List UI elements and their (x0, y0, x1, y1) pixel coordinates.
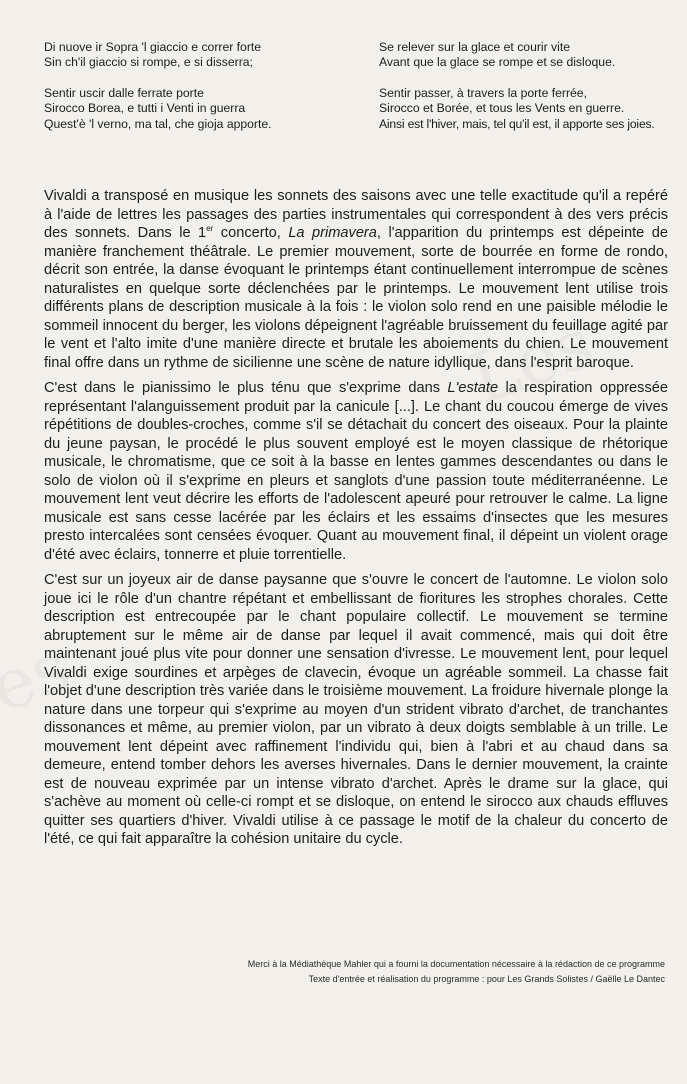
program-notes (44, 187, 668, 856)
sonnet-french (379, 40, 679, 147)
paragraph-summer (44, 379, 668, 564)
verse-line: Sin ch'il giaccio si rompe, e si disserra; (44, 55, 253, 70)
verse-line: Di nuove ir Sopra 'l giaccio e correr forte (44, 40, 262, 54)
verse-line: Ainsi est l'hiver, mais, tel qu'il est, il apporte ses joies. (379, 116, 655, 131)
verse-line: Quest'è 'l verno, ma tal, che gioja apporte. (44, 116, 272, 131)
credits-author: Texte d'entrée et réalisation du programme : pour Les Grands Solistes / Gaëlle Le Dantec (308, 974, 665, 984)
verse-line: Sentir uscir dalle ferrate porte (44, 85, 204, 100)
paragraph-autumn-winter: C'est sur un joyeux air de danse paysanne que s'ouvre le concert de l'automne. Le violon solo joue ici le rôle d'un chantre répétant et embellissant de fioritures les strophes chorales. Cette description est entrecoupée par le chant populaire collectif. Le mouvement se termine abruptement sur le même air de danse par lequel il avait commencé, mais qui doit être maintenant joué plus vite pour donner une sensation d'ivresse. Le mouvement lent, pour lequel Vivaldi exige sourdines et arpèges de clavecin, évoque un agréable sommeil. La chasse fait l'objet d'une description très variée dans le troisième mouvement. La froidure hivernale plonge la nature dans une torpeur qui s'exprime au moyen d'un strident vibrato d'archet, de tranchantes dissonances et même, au premier violon, par un vibrato à deux doigts semblable à un trille. Le mouvement lent dépeint avec raffinement l'individu qui, bien à l'abri et au chaud dans sa demeure, entend tomber dehors les averses hivernales. Dans le dernier mouvement, la crainte est de nouveau exprimée par un intense vibrato d'archet. Après le drame sur la glace, qui s'achève au moment où celle-ci rompt et se disloque, on entend le sirocco aux chauds effluves quitter ses quartiers d'hiver. Vivaldi utilise à ce passage le motif de la chaleur du concerto de l'été, ce qui fait apparaître la cohésion unitaire du cycle. (44, 572, 668, 847)
stanza (44, 40, 349, 71)
stanza (379, 40, 679, 71)
text-run: Vivaldi a transposé en musique les sonnets des saisons avec une telle exactitude qu'il a repéré à l'aide de lettres les passages des parties instrumentales qui correspondent à des vers précis des sonnets. Dans le 1 (44, 188, 668, 241)
verse-line: Avant que la glace se rompe et se disloque. (379, 55, 616, 70)
verse-line: Sirocco et Borée, et tous les Vents en guerre. (379, 101, 625, 116)
verse-line: Sirocco Borea, e tutti i Venti in guerra (44, 101, 246, 116)
work-title: L'estate (447, 380, 499, 396)
ordinal-superscript: er (206, 224, 214, 233)
stanza (44, 86, 349, 132)
verse-line: Sentir passer, à travers la porte ferrée, (379, 85, 587, 100)
sonnet-italian (44, 40, 349, 147)
work-title: La primavera (288, 225, 377, 241)
sonnet-excerpt (44, 40, 679, 147)
stanza (379, 86, 679, 132)
paragraph-spring (44, 187, 668, 372)
credits-thanks: Merci à la Médiathèque Mahler qui a fourni la documentation nécessaire à la rédaction de ce programme (247, 959, 665, 969)
text-run: la respiration oppressée représentant l'alanguissement produit par la canicule [...]. Le chant du coucou émerge de vives répétitions de doubles-croches, comme s'il se détachait du concert des oiseaux. Pour la plainte du jeune paysan, le procédé le plus souvent employé est le moyen classique de rhétorique musicale, le chromatisme, que ce soit à la basse en lentes gammes descendantes ou dans le solo de violon où il s'exprime en pleurs et sanglots d'une passion toute méditerranéenne. Le mouvement lent veut décrire les efforts de l'adolescent apeuré pour retrouver le calme. La ligne musicale est sans cesse lacérée par les éclairs et les essaims d'insectes que les mesures presto intercalées sont censées évoquer. Quant au mouvement final, il dépeint un violent orage d'été avec éclairs, tonnerre et pluie torrentielle. (44, 380, 668, 563)
text-run: , l'apparition du printemps est dépeinte de manière franchement théâtrale. Le premier mouvement, sorte de bourrée en forme de rondo, décrit son entrée, la danse évoquant le printemps étant continuellement interrompue de scènes naturalistes en quelque sorte déclenchées par le printemps. Le mouvement lent utilise trois différents plans de description musicale à la fois : le violon solo rend en une paisible mélodie le sommeil innocent du berger, les violons dépeignent l'agréable bruissement du feuillage agité par le vent et l'alto imite d'une manière directe et brutale les aboiements du chien. Le mouvement final offre dans un rythme de sicilienne une scène de nature idyllique, dans l'esprit baroque. (44, 225, 669, 371)
verse-line: Se relever sur la glace et courir vite (379, 40, 571, 54)
credits-footer (145, 957, 665, 987)
text-run: concerto, (213, 225, 289, 241)
text-run: C'est dans le pianissimo le plus ténu que s'exprime dans (44, 380, 448, 396)
